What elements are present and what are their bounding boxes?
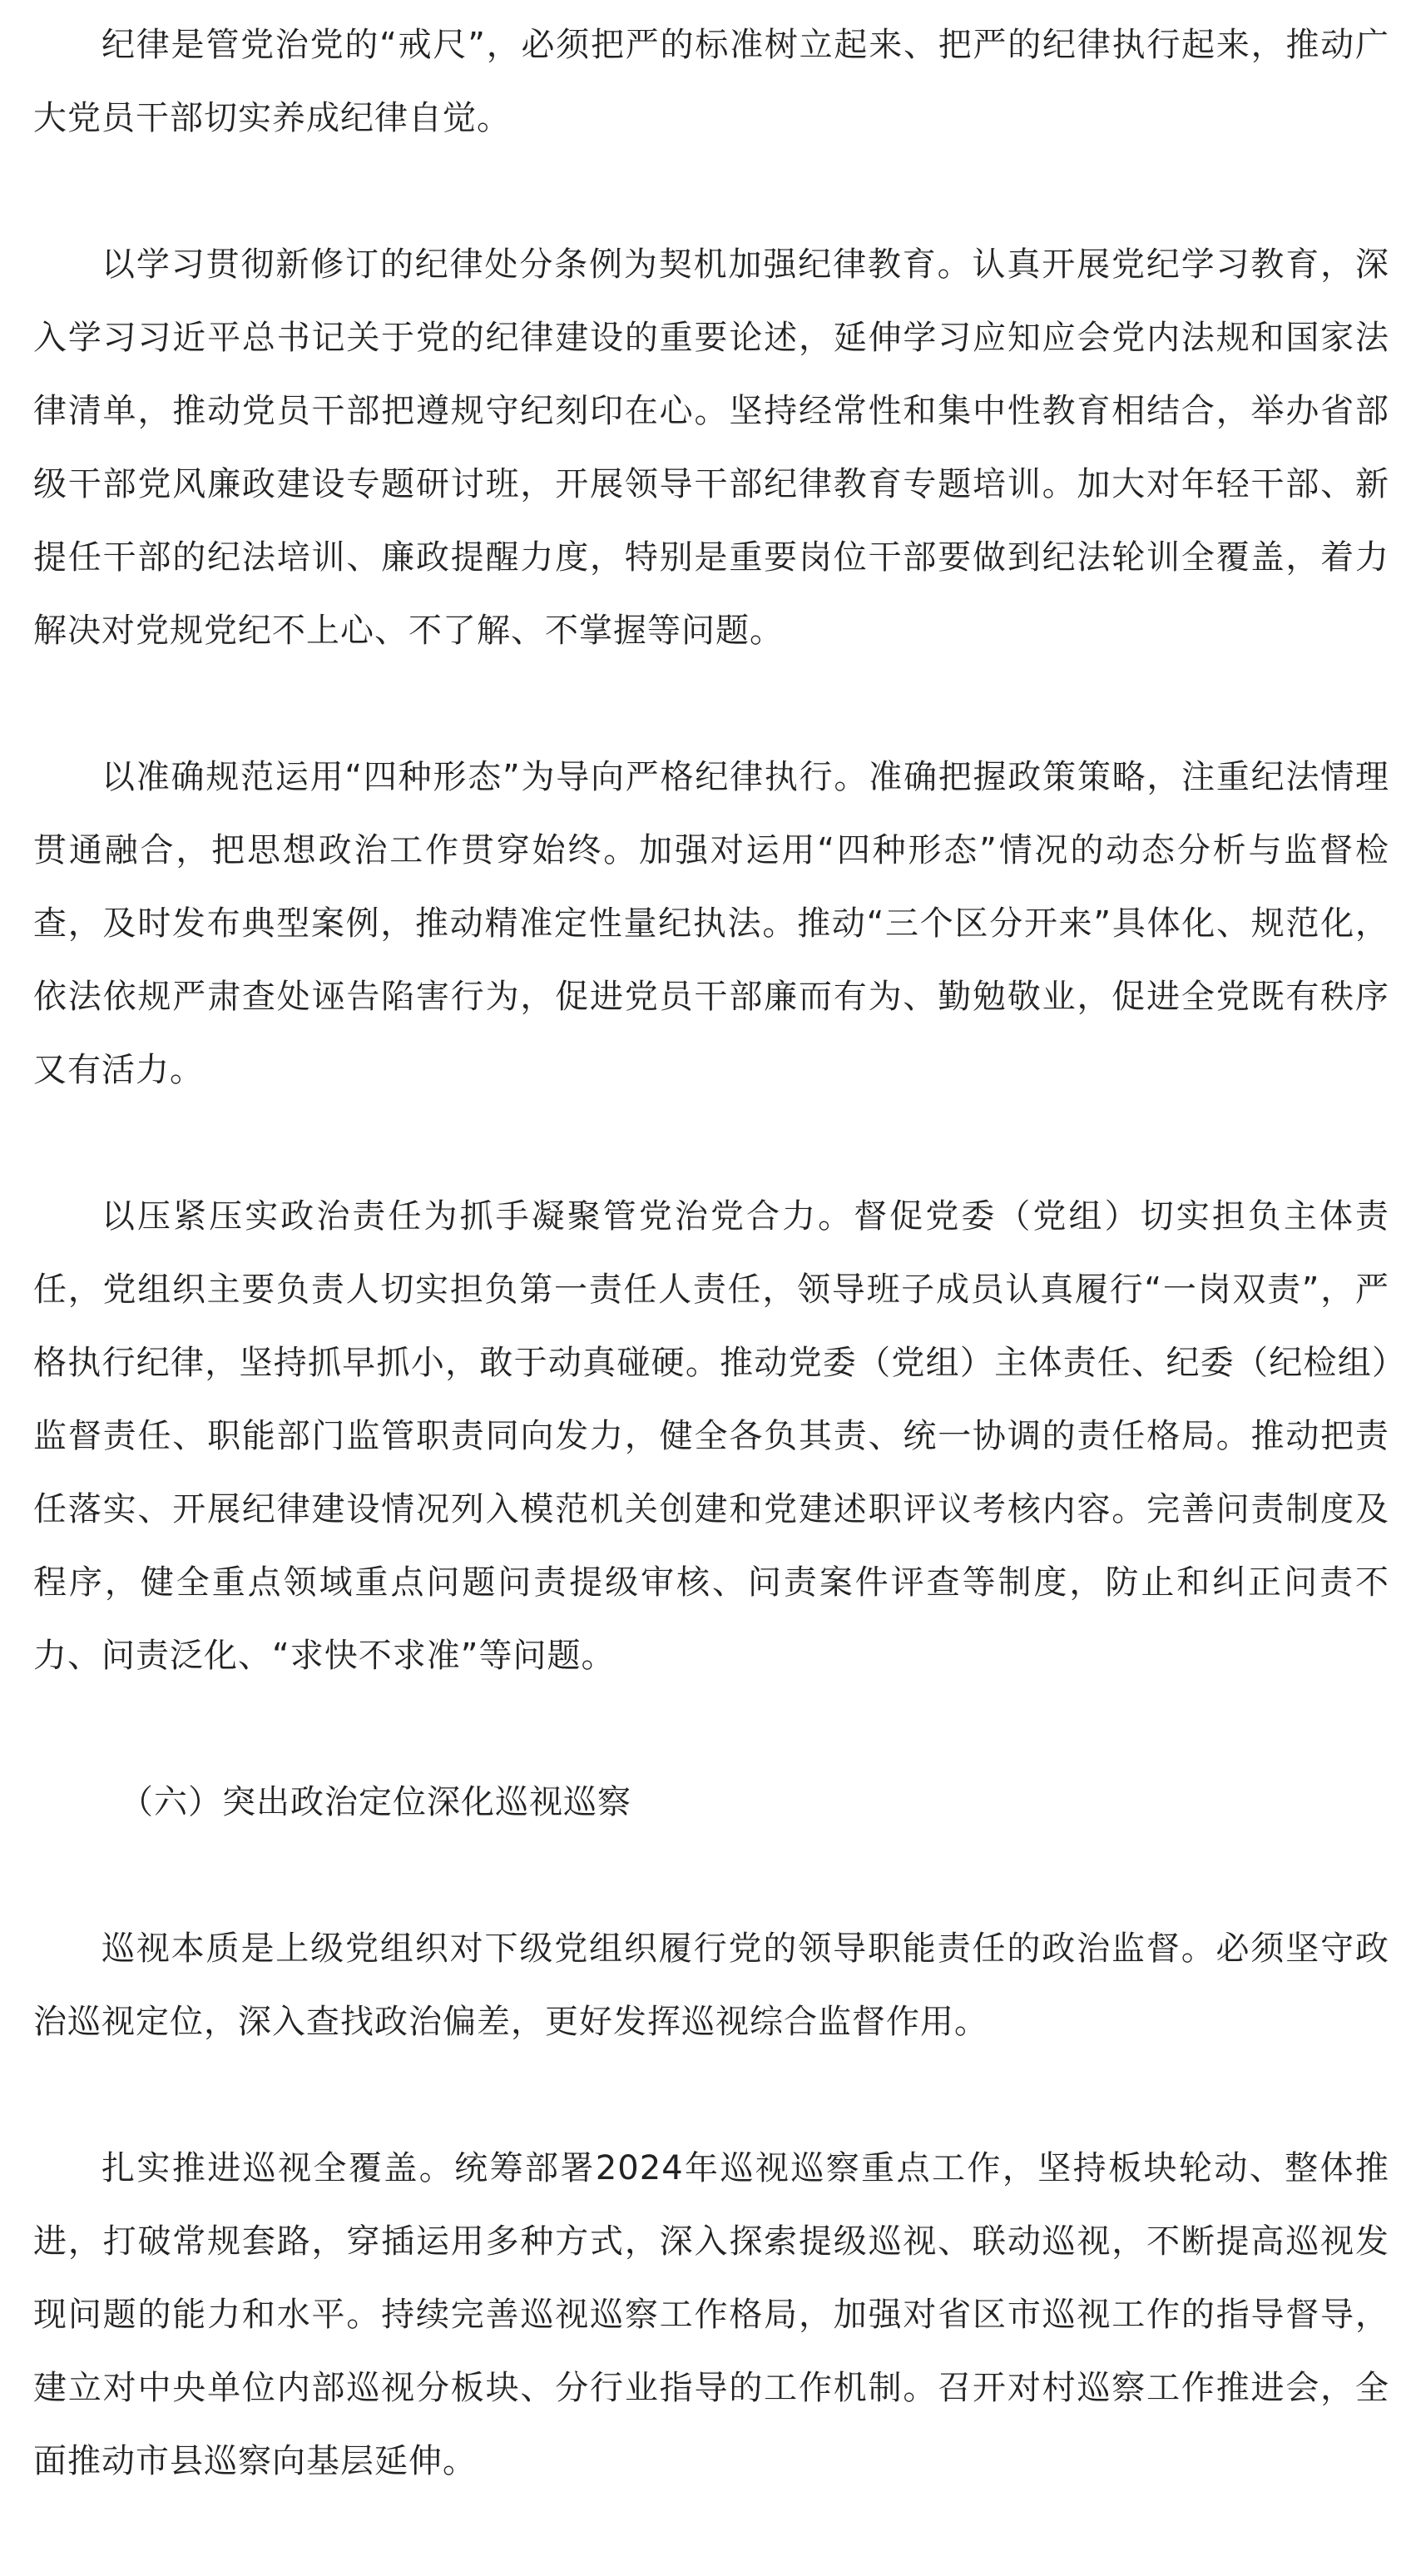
- paragraph-political-responsibility: 以压紧压实政治责任为抓手凝聚管党治党合力。督促党委（党组）切实担负主体责任，党组织主要负责人切实担负第一责任人责任，领导班子成员认真履行“一岗双责”，严格执行纪律，坚持抓早抓小，敢于动真碰硬。推动党委（党组）主体责任、纪委（纪检组）监督责任、职能部门监管职责同向发力，健全各负其责、统一协调的责任格局。推动把责任落实、开展纪律建设情况列入模范机关创建和党建述职评议考核内容。完善问责制度及程序，健全重点领域重点问题问责提级审核、问责案件评查等制度，防止和纠正问责不力、问责泛化、“求快不求准”等问题。: [33, 1197, 1389, 1675]
- paragraph-discipline-education: 以学习贯彻新修订的纪律处分条例为契机加强纪律教育。认真开展党纪学习教育，深入学习习近平总书记关于党的纪律建设的重要论述，延伸学习应知应会党内法规和国家法律清单，推动党员干部把遵规守纪刻印在心。坚持经常性和集中性教育相结合，举办省部级干部党风廉政建设专题研讨班，开展领导干部纪律教育专题培训。加大对年轻干部、新提任干部的纪法培训、廉政提醒力度，特别是重要岗位干部要做到纪法轮训全覆盖，着力解决对党规党纪不上心、不了解、不掌握等问题。: [33, 245, 1389, 650]
- paragraph-discipline-intro: 纪律是管党治党的“戒尺”，必须把严的标准树立起来、把严的纪律执行起来，推动广大党员干部切实养成纪律自觉。: [33, 26, 1389, 137]
- section-heading: （六）突出政治定位深化巡视巡察: [120, 1783, 631, 1821]
- paragraph-four-forms: 以准确规范运用“四种形态”为导向严格纪律执行。准确把握政策策略，注重纪法情理贯通融合，把思想政治工作贯穿始终。加强对运用“四种形态”情况的动态分析与监督检查，及时发布典型案例，推动精准定性量纪执法。推动“三个区分开来”具体化、规范化，依法依规严肃查处诬告陷害行为，促进党员干部廉而有为、勤勉敬业，促进全党既有秩序又有活力。: [33, 758, 1389, 1089]
- article-body: [33, 8, 1389, 2498]
- paragraph-inspection-intro: 巡视本质是上级党组织对下级党组织履行党的领导职能责任的政治监督。必须坚守政治巡视定位，深入查找政治偏差，更好发挥巡视综合监督作用。: [33, 1930, 1389, 2041]
- paragraph-inspection-coverage: 扎实推进巡视全覆盖。统筹部署2024年巡视巡察重点工作，坚持板块轮动、整体推进，打破常规套路，穿插运用多种方式，深入探索提级巡视、联动巡视，不断提高巡视发现问题的能力和水平。持续完善巡视巡察工作格局，加强对省区市巡视工作的指导督导，建立对中央单位内部巡视分板块、分行业指导的工作机制。召开对村巡察工作推进会，全面推动市县巡察向基层延伸。: [33, 2149, 1389, 2480]
